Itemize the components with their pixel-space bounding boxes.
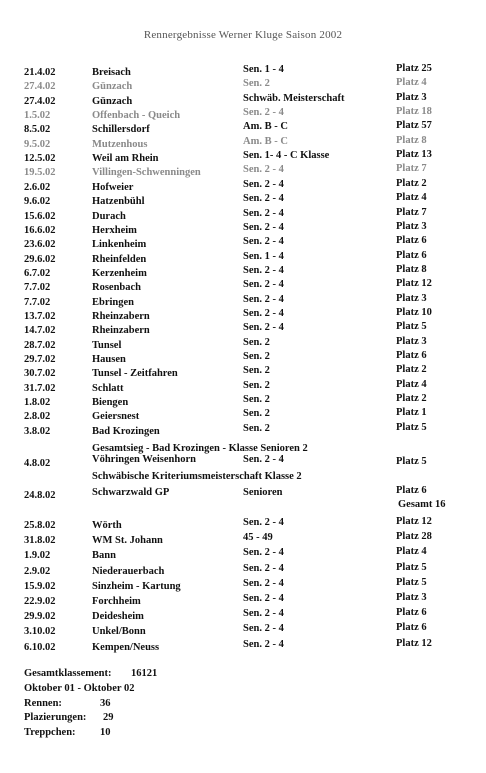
race-class: Sen. 2 - 4	[243, 307, 284, 319]
race-placing: Platz 5	[396, 561, 427, 573]
race-location: Günzach	[92, 81, 133, 93]
race-class: Senioren	[243, 487, 283, 498]
race-date: 31.8.02	[24, 535, 56, 547]
race-location: Bad Krozingen	[92, 425, 160, 437]
race-placing: Platz 6	[396, 607, 427, 619]
race-placing: Platz 3	[396, 91, 427, 103]
race-date: 22.9.02	[24, 596, 56, 607]
race-class: Sen. 2 - 4	[243, 279, 284, 291]
race-date: 1.5.02	[24, 110, 51, 122]
race-date: 6.7.02	[24, 267, 51, 279]
race-class: Sen. 2	[243, 408, 270, 420]
race-class: Am. B - C	[243, 135, 288, 147]
race-placing: Platz 10	[396, 306, 432, 318]
race-location: Kempen/Neuss	[92, 641, 160, 653]
race-placing: Platz 8	[396, 263, 427, 275]
championship-note: Schwäbische Kriteriumsmeisterschaft Klasse 2	[92, 471, 302, 482]
race-placing: Platz 2	[396, 177, 427, 189]
race-date: 1.8.02	[24, 397, 51, 409]
race-date: 9.6.02	[24, 196, 51, 208]
race-location: Hausen	[92, 354, 126, 365]
race-location: Deidesheim	[92, 611, 144, 623]
race-class: Sen. 2 - 4	[243, 623, 284, 635]
race-class: Sen. 2 - 4	[243, 178, 284, 190]
race-date: 8.5.02	[24, 124, 51, 136]
race-placing: Platz 8	[396, 134, 427, 146]
race-location: Breisach	[92, 67, 131, 78]
race-location: Tunsel - Zeitfahren	[92, 368, 178, 380]
race-location: Ebringen	[92, 296, 135, 308]
race-placing: Platz 25	[396, 63, 432, 74]
race-placing: Platz 2	[396, 393, 427, 405]
race-class: Sen. 2 - 4	[243, 264, 284, 276]
race-date: 7.7.02	[24, 296, 51, 308]
race-class: Sen. 1- 4 - C Klasse	[243, 150, 330, 162]
race-class: Sen. 2 - 4	[243, 322, 284, 334]
race-placing: Platz 6	[396, 235, 427, 247]
race-location: Hatzenbühl	[92, 196, 145, 208]
race-location: Sinzheim - Kartung	[92, 580, 181, 592]
race-placing: Platz 3	[396, 292, 427, 304]
race-location: Durach	[92, 210, 126, 222]
race-class: Sen. 2 - 4	[243, 562, 284, 574]
race-date: 6.10.02	[24, 641, 56, 653]
race-placing: Platz 6	[396, 249, 427, 261]
race-placing: Platz 57	[396, 120, 432, 132]
race-date: 15.9.02	[24, 580, 56, 592]
race-placing: Platz 28	[396, 531, 432, 543]
race-location: Niederauerbach	[92, 565, 165, 577]
race-date: 24.8.02	[24, 490, 56, 501]
race-placing: Platz 3	[396, 335, 427, 347]
race-class: Sen. 2 - 4	[243, 236, 284, 248]
summary-placings-value: 29	[103, 712, 114, 723]
race-date: 16.6.02	[24, 224, 56, 236]
race-placing: Platz 13	[396, 149, 432, 161]
race-date: 3.8.02	[24, 425, 51, 437]
race-placing: Platz 4	[396, 77, 427, 89]
table-row	[0, 637, 486, 657]
summary-placings-label: Plazierungen:	[24, 712, 87, 723]
race-date: 2.8.02	[24, 411, 51, 423]
race-placing: Platz 3	[396, 220, 427, 232]
race-date: 25.8.02	[24, 520, 56, 531]
race-date: 12.5.02	[24, 153, 56, 165]
summary-races-value: 36	[100, 698, 111, 709]
race-location: Weil am Rhein	[92, 153, 159, 165]
race-class: Sen. 2 - 4	[243, 608, 284, 620]
race-date: 2.6.02	[24, 181, 51, 193]
race-date: 29.6.02	[24, 253, 56, 265]
race-location: Vöhringen Weisenhorn	[92, 454, 196, 465]
summary-podiums-value: 10	[100, 727, 111, 738]
race-class: 45 - 49	[243, 532, 273, 544]
race-date: 31.7.02	[24, 382, 56, 394]
race-class: Sen. 2 - 4	[243, 454, 284, 465]
race-location: Linkenheim	[92, 239, 147, 251]
race-location: Schlatt	[92, 382, 124, 394]
race-location: Kerzenheim	[92, 267, 147, 279]
table-row	[0, 421, 486, 441]
race-placing: Platz 12	[396, 278, 432, 290]
race-class: Sen. 2 - 4	[243, 164, 284, 176]
race-date: 29.7.02	[24, 354, 56, 365]
race-location: Schwarzwald GP	[92, 487, 170, 498]
race-class: Sen. 2	[243, 78, 270, 90]
race-date: 29.9.02	[24, 611, 56, 623]
race-class: Sen. 2	[243, 365, 270, 377]
race-date: 14.7.02	[24, 325, 56, 337]
race-location: Offenbach - Queich	[92, 110, 181, 122]
summary-klassement-value: 16121	[131, 668, 158, 679]
race-date: 21.4.02	[24, 67, 56, 78]
race-date: 19.5.02	[24, 167, 56, 179]
race-location: Tunsel	[92, 339, 122, 351]
race-class: Sen. 1 - 4	[243, 250, 284, 262]
race-date: 4.8.02	[24, 458, 51, 469]
summary-period: Oktober 01 - Oktober 02	[24, 683, 135, 694]
race-location: Biengen	[92, 397, 129, 409]
race-location: Bann	[92, 550, 116, 562]
race-placing: Platz 7	[396, 206, 427, 218]
race-placing: Platz 3	[396, 592, 427, 603]
race-placing: Platz 12	[396, 516, 432, 527]
race-location: Rheinzabern	[92, 310, 150, 322]
race-placing: Platz 5	[396, 421, 427, 433]
race-placing: Platz 4	[396, 378, 427, 390]
race-date: 7.7.02	[24, 282, 51, 294]
race-date: 2.9.02	[24, 565, 51, 577]
race-placing: Platz 7	[396, 163, 427, 175]
race-location: Herxheim	[92, 224, 137, 236]
race-location: Villingen-Schwenningen	[92, 167, 201, 179]
race-class: Sen. 2	[243, 336, 270, 348]
race-placing: Platz 6	[396, 485, 427, 496]
race-class: Sen. 2	[243, 422, 270, 434]
page-title: Rennergebnisse Werner Kluge Saison 2002	[143, 29, 343, 41]
race-date: 23.6.02	[24, 239, 56, 251]
race-location: Günzach	[92, 95, 133, 107]
race-class: Am. B - C	[243, 121, 288, 133]
race-date: 15.6.02	[24, 210, 56, 222]
race-class: Sen. 2 - 4	[243, 107, 284, 119]
race-class: Sen. 2 - 4	[243, 193, 284, 205]
race-placing: Platz 6	[396, 350, 427, 361]
race-date: 30.7.02	[24, 368, 56, 380]
race-location: Schillersdorf	[92, 124, 150, 136]
race-class: Sen. 2 - 4	[243, 577, 284, 589]
race-class: Sen. 2 - 4	[243, 293, 284, 305]
race-date: 9.5.02	[24, 138, 51, 150]
race-placing: Platz 2	[396, 364, 427, 376]
race-placing: Platz 5	[396, 576, 427, 588]
race-placing: Platz 5	[396, 456, 427, 467]
race-date: 3.10.02	[24, 626, 56, 638]
race-class: Schwäb. Meisterschaft	[243, 92, 345, 104]
race-placing: Platz 1	[396, 407, 427, 419]
race-class: Sen. 2	[243, 351, 270, 362]
race-class: Sen. 2 - 4	[243, 517, 284, 528]
race-location: Rosenbach	[92, 282, 142, 294]
race-date: 28.7.02	[24, 339, 56, 351]
race-location: Mutzenhous	[92, 138, 148, 150]
race-class: Sen. 2	[243, 379, 270, 391]
race-placing: Platz 12	[396, 637, 432, 649]
race-class: Sen. 2 - 4	[243, 593, 284, 604]
race-date: 27.4.02	[24, 81, 56, 93]
overall-win-note: Gesamtsieg - Bad Krozingen - Klasse Senioren 2	[92, 443, 308, 454]
race-class: Sen. 2 - 4	[243, 638, 284, 650]
race-class: Sen. 2 - 4	[243, 221, 284, 233]
race-location: Forchheim	[92, 596, 141, 607]
race-location: Unkel/Bonn	[92, 626, 146, 638]
race-location: Rheinzabern	[92, 325, 150, 337]
race-date: 27.4.02	[24, 95, 56, 107]
race-class: Sen. 2 - 4	[243, 547, 284, 559]
race-placing: Platz 4	[396, 546, 427, 558]
race-placing: Platz 4	[396, 192, 427, 204]
overall-placing: Gesamt 16	[398, 499, 446, 510]
race-class: Sen. 2	[243, 394, 270, 406]
race-location: Wörth	[92, 520, 122, 531]
race-date: 13.7.02	[24, 310, 56, 322]
summary-podiums-label: Treppchen:	[24, 727, 76, 738]
race-class: Sen. 1 - 4	[243, 64, 284, 75]
race-placing: Platz 5	[396, 321, 427, 333]
race-placing: Platz 18	[396, 106, 432, 118]
race-class: Sen. 2 - 4	[243, 207, 284, 219]
race-location: Hofweier	[92, 181, 134, 193]
race-date: 1.9.02	[24, 550, 51, 562]
race-location: Rheinfelden	[92, 253, 147, 265]
race-location: Geiersnest	[92, 411, 140, 423]
race-location: WM St. Johann	[92, 535, 163, 547]
summary-races-label: Rennen:	[24, 698, 62, 709]
summary-klassement-label: Gesamtklassement:	[24, 668, 112, 679]
race-placing: Platz 6	[396, 622, 427, 634]
